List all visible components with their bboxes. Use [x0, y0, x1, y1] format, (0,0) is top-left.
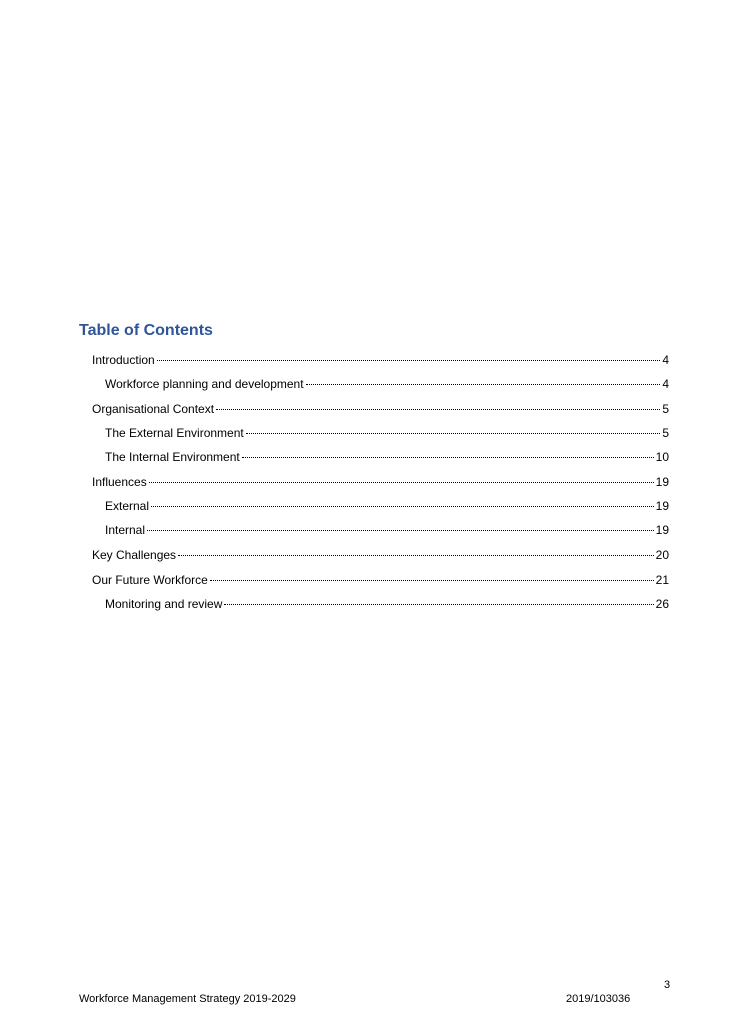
- toc-entry-introduction[interactable]: [92, 352, 669, 368]
- dot-leader: [242, 456, 654, 458]
- toc-entry-page: 4: [662, 353, 669, 367]
- toc-entry-page: 19: [655, 523, 669, 537]
- toc-entry-label: The Internal Environment: [105, 450, 240, 464]
- toc-entry-page: 26: [655, 597, 669, 611]
- toc-entry-our-future-workforce[interactable]: [92, 572, 669, 588]
- toc-entry-label: Monitoring and review: [105, 597, 223, 611]
- toc-entry-organisational-context[interactable]: [92, 401, 669, 417]
- dot-leader: [216, 408, 660, 410]
- toc-entry-label: Our Future Workforce: [92, 573, 208, 587]
- dot-leader: [157, 359, 661, 361]
- dot-leader: [149, 481, 654, 483]
- toc-entry-external-environment[interactable]: [105, 425, 669, 441]
- dot-leader: [224, 603, 653, 605]
- toc-entry-label: Organisational Context: [92, 402, 215, 416]
- dot-leader: [210, 579, 654, 581]
- toc-entry-internal[interactable]: [105, 522, 669, 538]
- toc-entry-page: 19: [655, 475, 669, 489]
- toc-entry-external[interactable]: [105, 498, 669, 514]
- toc-entry-page: 5: [662, 402, 669, 416]
- toc-entry-page: 5: [662, 426, 669, 440]
- toc-title: Table of Contents: [79, 322, 213, 339]
- footer-document-title: Workforce Management Strategy 2019-2029: [79, 993, 296, 1005]
- dot-leader: [306, 383, 661, 385]
- dot-leader: [246, 432, 661, 434]
- toc-entry-key-challenges[interactable]: [92, 547, 669, 563]
- toc-entry-page: 10: [655, 450, 669, 464]
- toc-entry-page: 4: [662, 377, 669, 391]
- page-number: 3: [664, 979, 671, 991]
- toc-entry-page: 21: [655, 573, 669, 587]
- toc-entry-label: Workforce planning and development: [105, 377, 304, 391]
- toc-entry-label: Influences: [92, 475, 147, 489]
- dot-leader: [151, 505, 654, 507]
- footer-reference: 2019/103036: [566, 993, 631, 1005]
- dot-leader: [147, 529, 654, 531]
- toc-entry-workforce-planning[interactable]: [105, 376, 669, 392]
- toc-entry-page: 20: [655, 548, 669, 562]
- dot-leader: [178, 554, 654, 556]
- toc-entry-page: 19: [655, 499, 669, 513]
- toc-entry-label: The External Environment: [105, 426, 244, 440]
- toc-entry-internal-environment[interactable]: [105, 449, 669, 465]
- toc-entry-label: External: [105, 499, 150, 513]
- toc-entry-influences[interactable]: [92, 474, 669, 490]
- toc-entry-monitoring-review[interactable]: [105, 596, 669, 612]
- toc-entry-label: Key Challenges: [92, 548, 177, 562]
- toc-entry-label: Introduction: [92, 353, 155, 367]
- toc-entry-label: Internal: [105, 523, 146, 537]
